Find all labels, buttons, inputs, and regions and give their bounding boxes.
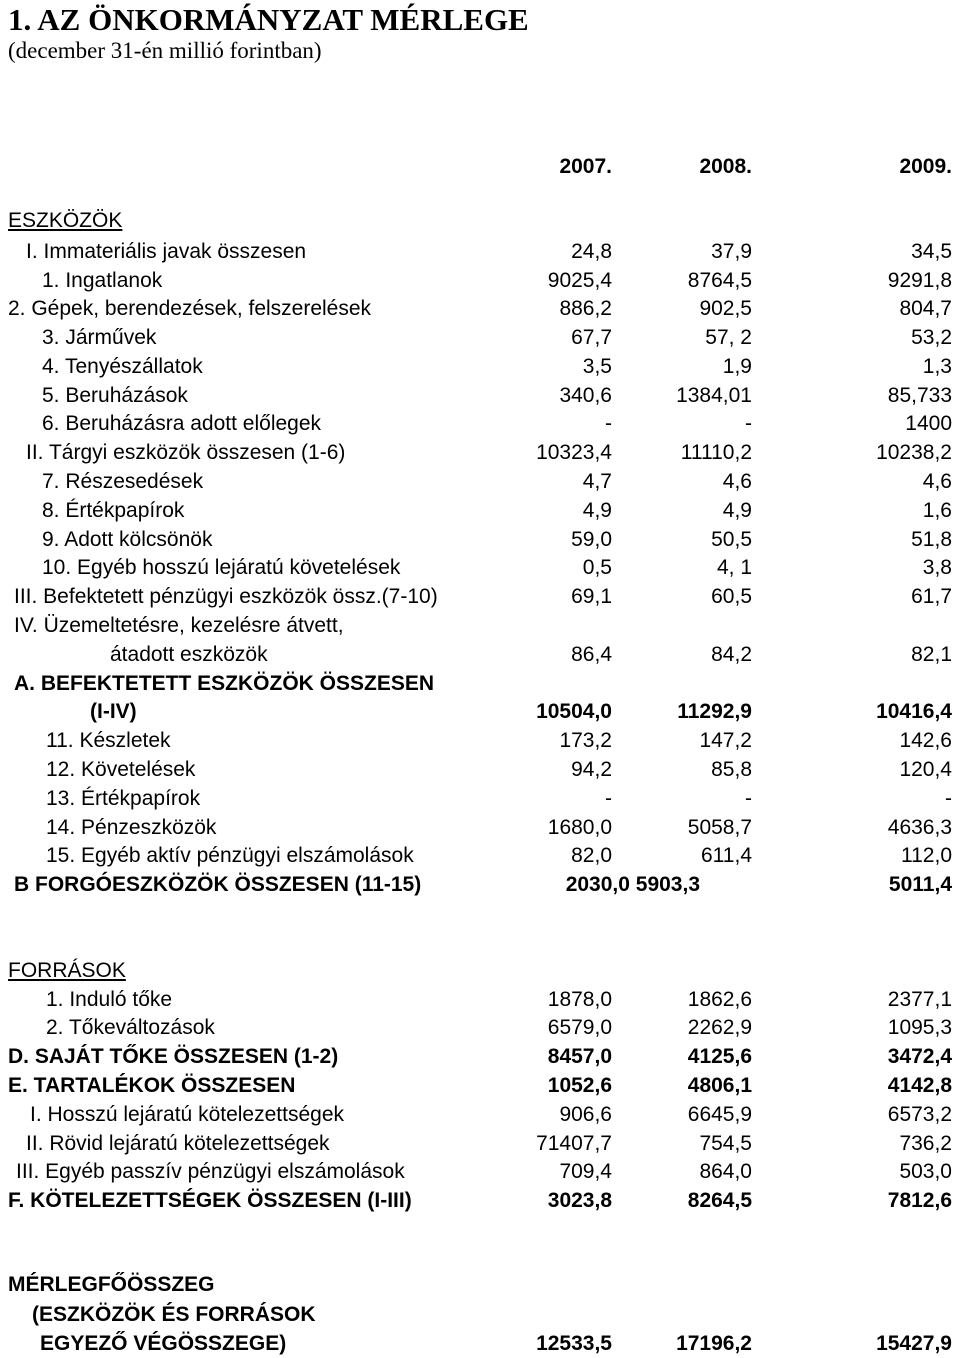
liability-row-value: 2377,1	[887, 988, 952, 1011]
liability-row-value: 2262,9	[687, 1016, 752, 1039]
asset-row-value: 11110,2	[680, 441, 752, 464]
asset-row-value: 147,2	[699, 729, 752, 752]
asset-row-value: 85,733	[887, 384, 952, 407]
liability-row-value: 4806,1	[687, 1074, 752, 1097]
asset-row-value: 59,0	[571, 528, 612, 551]
liability-row-value: 503,0	[899, 1160, 952, 1183]
liability-row-label: 2. Tőkeváltozások	[46, 1016, 215, 1039]
asset-row-value: 173,2	[559, 729, 612, 752]
asset-row-value: 11292,9	[677, 700, 752, 723]
liability-row-value: 906,6	[559, 1103, 612, 1126]
asset-row-value: 4, 1	[716, 556, 752, 579]
year-header-3: 2009.	[899, 155, 952, 178]
asset-row-label: IV. Üzemeltetésre, kezelésre átvett,	[14, 614, 344, 637]
asset-row-label: B FORGÓESZKÖZÖK ÖSSZESEN (11-15)	[14, 873, 422, 896]
asset-row-value: 804,7	[899, 297, 952, 320]
asset-row-label: 5. Beruházások	[42, 384, 188, 407]
liability-row-value: 71407,7	[536, 1132, 612, 1155]
asset-row-value: 9291,8	[887, 269, 952, 292]
asset-row-label: (I-IV)	[90, 700, 137, 723]
asset-row-value: 53,2	[911, 326, 952, 349]
page-subtitle: (december 31-én millió forintban)	[8, 38, 322, 63]
asset-row-value: 4636,3	[887, 816, 952, 839]
asset-row-label: 3. Járművek	[42, 326, 157, 349]
asset-row-value: 1,9	[722, 355, 752, 378]
asset-row-value: 1384,01	[676, 384, 752, 407]
asset-row-value: 8764,5	[687, 269, 752, 292]
asset-row-value: 4,7	[582, 470, 612, 493]
liability-row-value: 736,2	[899, 1132, 952, 1155]
liability-row-label: III. Egyéb passzív pénzügyi elszámolások	[16, 1160, 405, 1183]
asset-row-value: 611,4	[701, 844, 752, 867]
asset-row-value: -	[945, 787, 952, 810]
liability-row-value: 8264,5	[687, 1189, 752, 1212]
asset-row-value: 10504,0	[536, 700, 612, 723]
asset-row-value: 84,2	[711, 643, 752, 666]
asset-row-value: 67,7	[571, 326, 612, 349]
asset-row-value: 1680,0	[547, 816, 612, 839]
asset-row-label: 15. Egyéb aktív pénzügyi elszámolások	[46, 844, 414, 867]
asset-row-label: 14. Pénzeszközök	[46, 816, 217, 839]
asset-row-label: 8. Értékpapírok	[42, 499, 185, 522]
liability-row-value: 4125,6	[687, 1045, 752, 1068]
asset-row-label: 9. Adott kölcsönök	[42, 528, 213, 551]
liability-row-value: 1095,3	[887, 1016, 952, 1039]
section-heading-liabilities: FORRÁSOK	[8, 959, 126, 982]
asset-row-value: 3,8	[922, 556, 952, 579]
asset-row-value: 57, 2	[705, 326, 752, 349]
asset-row-value: 60,5	[711, 585, 752, 608]
asset-row-label: I. Immateriális javak összesen	[26, 240, 307, 263]
asset-row-label: átadott eszközök	[110, 643, 268, 666]
liability-row-value: 3023,8	[547, 1189, 612, 1212]
asset-row-label: 7. Részesedések	[42, 470, 204, 493]
asset-row-label: II. Tárgyi eszközök összesen (1-6)	[26, 441, 346, 464]
asset-row-value: 886,2	[559, 297, 612, 320]
asset-row-value: 86,4	[571, 643, 612, 666]
liability-row-label: F. KÖTELEZETTSÉGEK ÖSSZESEN (I-III)	[8, 1189, 412, 1212]
liability-row-value: 6573,2	[887, 1103, 952, 1126]
asset-row-label: 2. Gépek, berendezések, felszerelések	[8, 297, 372, 320]
asset-row-value: 1,6	[922, 499, 952, 522]
grand-total-heading: (ESZKÖZÖK ÉS FORRÁSOK	[32, 1303, 316, 1326]
asset-row-value: 10323,4	[536, 441, 612, 464]
liability-row-label: D. SAJÁT TŐKE ÖSSZESEN (1-2)	[8, 1045, 339, 1068]
asset-row-value: 142,6	[899, 729, 952, 752]
grand-total-heading: MÉRLEGFŐÖSSZEG	[8, 1273, 215, 1296]
liability-row-value: 7812,6	[887, 1189, 952, 1212]
asset-row-value: 112,0	[901, 844, 952, 867]
asset-row-value: 3,5	[582, 355, 612, 378]
asset-row-value: 120,4	[899, 758, 952, 781]
liability-row-label: II. Rövid lejáratú kötelezettségek	[26, 1132, 330, 1155]
asset-row-value: 10416,4	[876, 700, 952, 723]
asset-row-value: -	[745, 412, 752, 435]
liability-row-value: 864,0	[699, 1160, 752, 1183]
liability-row-value: 1862,6	[687, 988, 752, 1011]
asset-row-value: -	[745, 787, 752, 810]
liability-row-value: 8457,0	[547, 1045, 612, 1068]
year-header-1: 2007.	[559, 155, 612, 178]
grand-total-value: 17196,2	[676, 1332, 752, 1355]
asset-row-value: 2030,0 5903,3	[565, 873, 700, 896]
liability-row-value: 6579,0	[547, 1016, 612, 1039]
asset-row-value: 5058,7	[687, 816, 752, 839]
asset-row-label: 12. Követelések	[46, 758, 196, 781]
asset-row-label: 1. Ingatlanok	[42, 269, 163, 292]
asset-row-value: 4,6	[922, 470, 952, 493]
grand-total-value: 15427,9	[876, 1332, 952, 1355]
liability-row-label: 1. Induló tőke	[46, 988, 173, 1011]
asset-row-value: 4,9	[722, 499, 752, 522]
asset-row-value: 340,6	[559, 384, 612, 407]
liability-row-label: E. TARTALÉKOK ÖSSZESEN	[8, 1074, 296, 1097]
asset-row-value: 24,8	[571, 240, 612, 263]
liability-row-label: I. Hosszú lejáratú kötelezettségek	[30, 1103, 344, 1126]
asset-row-label: 13. Értékpapírok	[46, 787, 201, 810]
asset-row-label: A. BEFEKTETETT ESZKÖZÖK ÖSSZESEN	[14, 672, 435, 695]
asset-row-value: 82,1	[911, 643, 952, 666]
asset-row-label: 6. Beruházásra adott előlegek	[42, 412, 322, 435]
asset-row-value: 51,8	[911, 528, 952, 551]
liability-row-value: 3472,4	[887, 1045, 952, 1068]
asset-row-value: 0,5	[582, 556, 612, 579]
liability-row-value: 1052,6	[547, 1074, 612, 1097]
asset-row-value: 4,6	[722, 470, 752, 493]
asset-row-value: 9025,4	[547, 269, 612, 292]
liability-row-value: 4142,8	[887, 1074, 952, 1097]
asset-row-value: -	[605, 787, 612, 810]
asset-row-value: 69,1	[571, 585, 612, 608]
asset-row-label: III. Befektetett pénzügyi eszközök össz.(7-10)	[14, 585, 438, 608]
asset-row-value: 4,9	[582, 499, 612, 522]
asset-row-value: 1400	[905, 412, 952, 435]
asset-row-value: 61,7	[911, 585, 952, 608]
asset-row-value: 37,9	[711, 240, 752, 263]
asset-row-value: 94,2	[571, 758, 612, 781]
page-title: 1. AZ ÖNKORMÁNYZAT MÉRLEGE	[8, 2, 529, 37]
asset-row-value: 1,3	[922, 355, 952, 378]
asset-row-label: 11. Készletek	[46, 729, 171, 752]
liability-row-value: 754,5	[699, 1132, 752, 1155]
asset-row-value: 5011,4	[888, 873, 952, 896]
asset-row-value: 85,8	[711, 758, 752, 781]
grand-total-value: 12533,5	[536, 1332, 612, 1355]
asset-row-label: 4. Tenyészállatok	[42, 355, 203, 378]
section-heading-assets: ESZKÖZÖK	[8, 209, 123, 232]
liability-row-value: 6645,9	[687, 1103, 752, 1126]
asset-row-value: 10238,2	[876, 441, 952, 464]
asset-row-label: 10. Egyéb hosszú lejáratú követelések	[42, 556, 401, 579]
asset-row-value: -	[605, 412, 612, 435]
asset-row-value: 50,5	[711, 528, 752, 551]
liability-row-value: 1878,0	[547, 988, 612, 1011]
liability-row-value: 709,4	[559, 1160, 612, 1183]
year-header-2: 2008.	[699, 155, 752, 178]
asset-row-value: 902,5	[699, 297, 752, 320]
grand-total-heading: EGYEZŐ VÉGÖSSZEGE)	[40, 1332, 287, 1355]
asset-row-value: 34,5	[911, 240, 952, 263]
asset-row-value: 82,0	[571, 844, 612, 867]
